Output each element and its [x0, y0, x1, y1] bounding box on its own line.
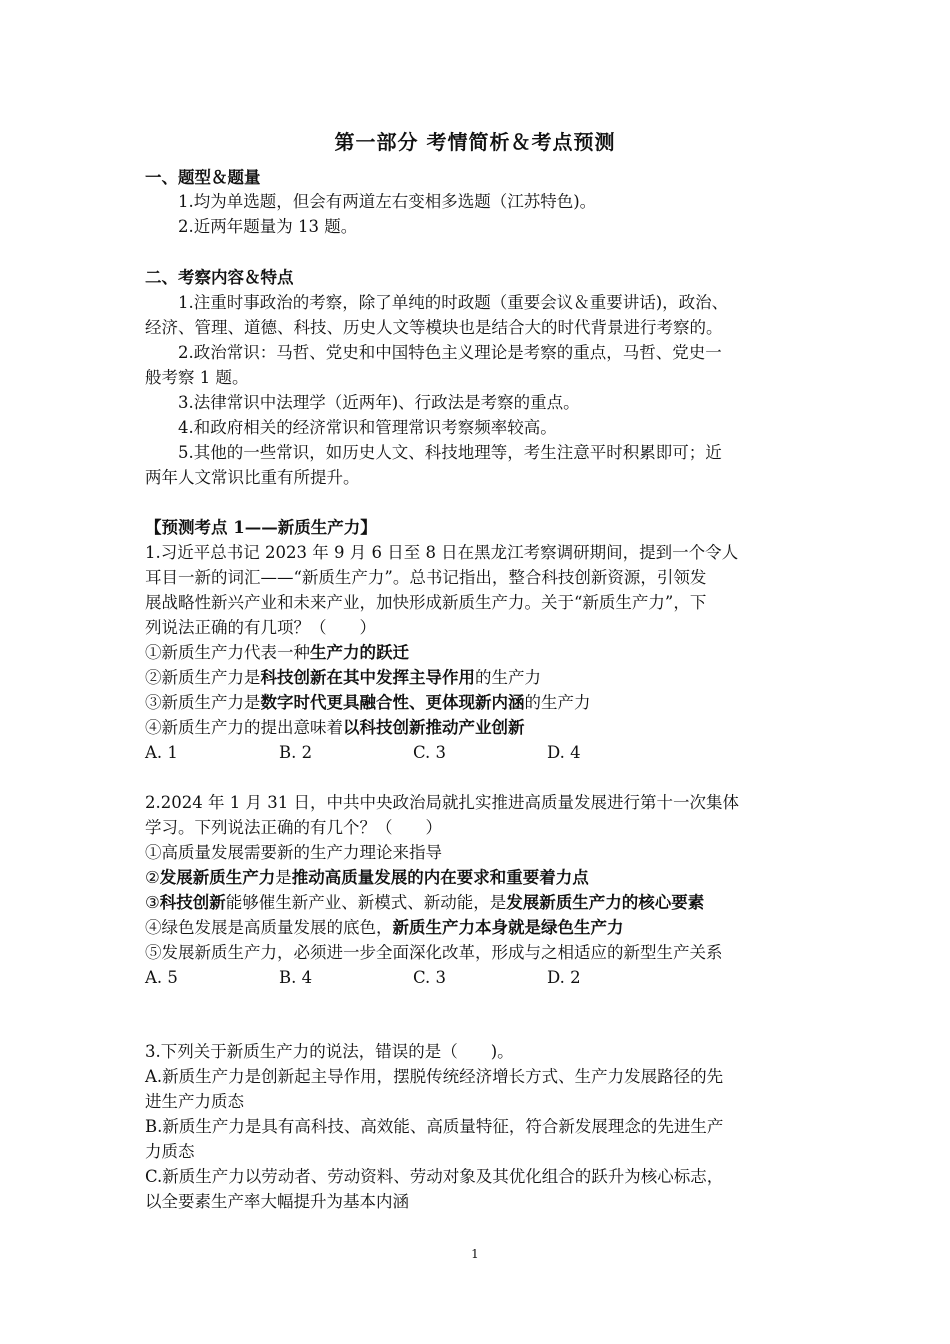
- question-1-item: ②新质生产力是科技创新在其中发挥主导作用的生产力: [145, 668, 541, 687]
- question-2-item: ②发展新质生产力是推动高质量发展的内在要求和重要着力点: [145, 868, 589, 887]
- question-1-item: ④新质生产力的提出意味着以科技创新推动产业创新: [145, 718, 525, 737]
- section-heading: 一、题型＆题量: [145, 168, 261, 187]
- option-b: B. 4: [279, 968, 313, 987]
- option-d: D. 2: [547, 968, 581, 987]
- question-2-item: ⑤发展新质生产力，必须进一步全面深化改革，形成与之相适应的新型生产关系: [145, 943, 723, 962]
- question-3-option-b: 力质态: [145, 1142, 195, 1161]
- topic-heading: 【预测考点 1——新质生产力】: [145, 518, 377, 537]
- option-a: A. 5: [145, 968, 178, 987]
- option-d: D. 4: [547, 743, 581, 762]
- paragraph: 2.近两年题量为 13 题。: [178, 217, 358, 236]
- question-3-option-c: C.新质生产力以劳动者、劳动资料、劳动对象及其优化组合的跃升为核心标志，: [145, 1167, 724, 1186]
- paragraph: 般考察 1 题。: [145, 368, 249, 387]
- question-2-item: ①高质量发展需要新的生产力理论来指导: [145, 843, 442, 862]
- question-1-stem: 展战略性新兴产业和未来产业，加快形成新质生产力。关于“新质生产力”，下: [145, 593, 707, 612]
- paragraph: 3.法律常识中法理学（近两年)、行政法是考察的重点。: [178, 393, 580, 412]
- question-2-options: [145, 966, 815, 990]
- option-c: C. 3: [413, 968, 447, 987]
- paragraph: 2.政治常识：马哲、党史和中国特色主义理论是考察的重点，马哲、党史一: [178, 343, 722, 362]
- question-2-stem: 2.2024 年 1 月 31 日，中共中央政治局就扎实推进高质量发展进行第十一次集体: [145, 793, 739, 812]
- question-1-stem: 耳目一新的词汇——“新质生产力”。总书记指出，整合科技创新资源，引领发: [145, 568, 707, 587]
- question-2-stem: 学习。下列说法正确的有几个？（ ）: [145, 818, 442, 837]
- page-number: 1: [471, 1247, 479, 1261]
- paragraph: 1.注重时事政治的考察，除了单纯的时政题（重要会议＆重要讲话)，政治、: [178, 293, 729, 312]
- paragraph: 5.其他的一些常识，如历史人文、科技地理等，考生注意平时积累即可；近: [178, 443, 722, 462]
- paragraph: 4.和政府相关的经济常识和管理常识考察频率较高。: [178, 418, 557, 437]
- paragraph: 两年人文常识比重有所提升。: [145, 468, 360, 487]
- question-3-stem: 3.下列关于新质生产力的说法，错误的是（ )。: [145, 1042, 514, 1061]
- paragraph: 1.均为单选题，但会有两道左右变相多选题（江苏特色)。: [178, 192, 597, 211]
- page-title: 第一部分 考情简析＆考点预测: [334, 130, 616, 154]
- question-1-item: ③新质生产力是数字时代更具融合性、更体现新内涵的生产力: [145, 693, 591, 712]
- question-2-item: ③科技创新能够催生新产业、新模式、新动能，是发展新质生产力的核心要素: [145, 893, 705, 912]
- question-3-option-a: A.新质生产力是创新起主导作用，摆脱传统经济增长方式、生产力发展路径的先: [145, 1067, 724, 1086]
- question-1-item: ①新质生产力代表一种生产力的跃迁: [145, 643, 409, 662]
- question-3-option-b: B.新质生产力是具有高科技、高效能、高质量特征，符合新发展理念的先进生产: [145, 1117, 724, 1136]
- option-a: A. 1: [145, 743, 178, 762]
- option-c: C. 3: [413, 743, 447, 762]
- section-heading: 二、考察内容＆特点: [145, 268, 294, 287]
- option-b: B. 2: [279, 743, 313, 762]
- paragraph: 经济、管理、道德、科技、历史人文等模块也是结合大的时代背景进行考察的。: [145, 318, 723, 337]
- question-1-stem: 1.习近平总书记 2023 年 9 月 6 日至 8 日在黑龙江考察调研期间，提到一个令人: [145, 543, 739, 562]
- question-2-item: ④绿色发展是高质量发展的底色，新质生产力本身就是绿色生产力: [145, 918, 624, 937]
- question-1-stem: 列说法正确的有几项？（ ）: [145, 618, 376, 637]
- question-3-option-c: 以全要素生产率大幅提升为基本内涵: [145, 1192, 409, 1211]
- question-3-option-a: 进生产力质态: [145, 1092, 244, 1111]
- question-1-options: [145, 741, 815, 765]
